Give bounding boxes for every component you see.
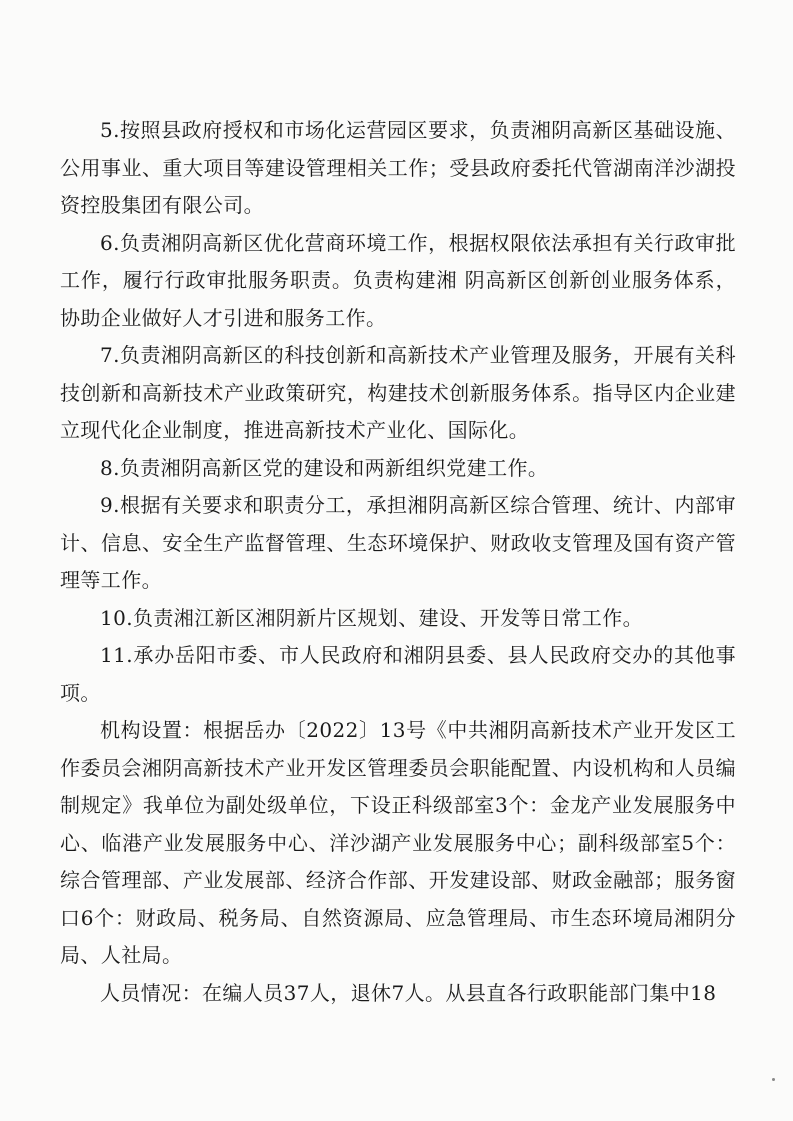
paragraph-item-5: 5.按照县政府授权和市场化运营园区要求，负责湘阴高新区基础设施、公用事业、重大项目等建设管理相关工作；受县政府委托代管湖南洋沙湖投资控股集团有限公司。 [60, 118, 736, 217]
paragraph-item-9: 9.根据有关要求和职责分工，承担湘阴高新区综合管理、统计、内部审计、信息、安全生产监督管理、生态环境保护、财政收支管理及国有资产管理等工作。 [60, 493, 736, 592]
paragraph-staffing: 人员情况：在编人员37人，退休7人。从县直各行政职能部门集中18 [100, 980, 717, 1005]
paragraph-item-7: 7.负责湘阴高新区的科技创新和高新技术产业管理及服务，开展有关科技创新和高新技术产业政策研究，构建技术创新服务体系。指导区内企业建立现代化企业制度，推进高新技术产业化、国际化。 [60, 343, 736, 442]
paragraph-org-structure: 机构设置：根据岳办〔2022〕13号《中共湘阴高新技术产业开发区工作委员会湘阴高新技术产业开发区管理委员会职能配置、内设机构和人员编制规定》我单位为副处级单位，下设正科级部室3个：金龙产业发展服务中心、临港产业发展服务中心、洋沙湖产业发展服务中心；副科级部室5个： 综合管理部、产业发展部、经济合作部、开发建设部、财政金融部；服务窗口6个：财政局、税务局、自然资源局、应急管理局、市生态环境局湘阴分局、人社局。 [60, 718, 736, 967]
paragraph-item-8: 8.负责湘阴高新区党的建设和两新组织党建工作。 [100, 455, 549, 480]
document-body [60, 112, 736, 1012]
scan-speck [772, 1078, 775, 1081]
paragraph-item-11: 11.承办岳阳市委、市人民政府和湘阴县委、县人民政府交办的其他事项。 [60, 643, 736, 705]
paragraph-item-10: 10.负责湘江新区湘阴新片区规划、建设、开发等日常工作。 [100, 605, 644, 630]
paragraph-item-6: 6.负责湘阴高新区优化营商环境工作，根据权限依法承担有关行政审批工作，履行行政审批服务职责。负责构建湘 阴高新区创新创业服务体系，协助企业做好人才引进和服务工作。 [60, 230, 736, 330]
